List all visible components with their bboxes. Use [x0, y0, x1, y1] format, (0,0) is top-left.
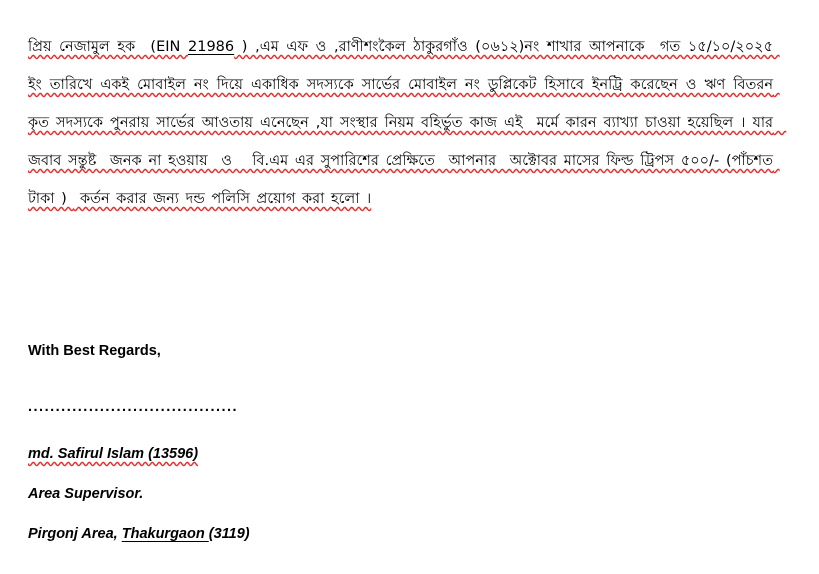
signer-area-prefix: Pirgonj Area,	[28, 526, 122, 542]
signer-name	[28, 434, 728, 474]
signer-area-name: Thakurgaon	[121, 526, 209, 542]
paragraph-segment-2: ) ,এম এফ ও ,রাণীশংকৈল ঠাকুরগাঁও (০৬১২)নং শাখার আপনাকে গত ১৫/১০/২০২৫ ইং তারিখে একই মোবাইল নং দিয়ে একাধিক সদস্যকে সার্ভের মোবাইল নং ডুপ্লিকেট হিসাবে ইনট্রি করেছেন ও ঋণ বিতরন কৃত সদস্যকে পুনরায় সার্ভের আওতায় এনেছেন ,যা সংস্থার নিয়ম বহির্ভুত কাজ এই মর্মে কারন ব্যাখ্যা চাওয়া হয়েছিল । যার জবাব সন্তুষ্ট জনক না হওয়ায় ও বি.এম এর সুপারিশের প্রেক্ষিতে আপনার অক্টোবর মাসের ফিল্ড ট্রিপস ৫০০/- (পাঁচশত টাকা )	[28, 39, 787, 207]
paragraph-segment-ein-number: 21986	[188, 39, 235, 55]
signer-designation: Area Supervisor.	[28, 486, 144, 502]
body-paragraph	[28, 28, 787, 218]
signer-area	[28, 514, 728, 554]
regards-line: With Best Regards,	[28, 343, 161, 359]
signer-name-text: md. Safirul Islam (13596)	[28, 446, 199, 462]
paragraph-segment-1: প্রিয় নেজামুল হক (EIN	[28, 39, 188, 55]
signature-dots: ......................................	[28, 399, 239, 415]
signature-block	[28, 340, 728, 554]
paragraph-segment-3: কর্তন করার জন্য দন্ড পলিসি প্রয়োগ করা হলো ।	[73, 191, 372, 207]
signer-area-code: (3119)	[208, 526, 250, 542]
